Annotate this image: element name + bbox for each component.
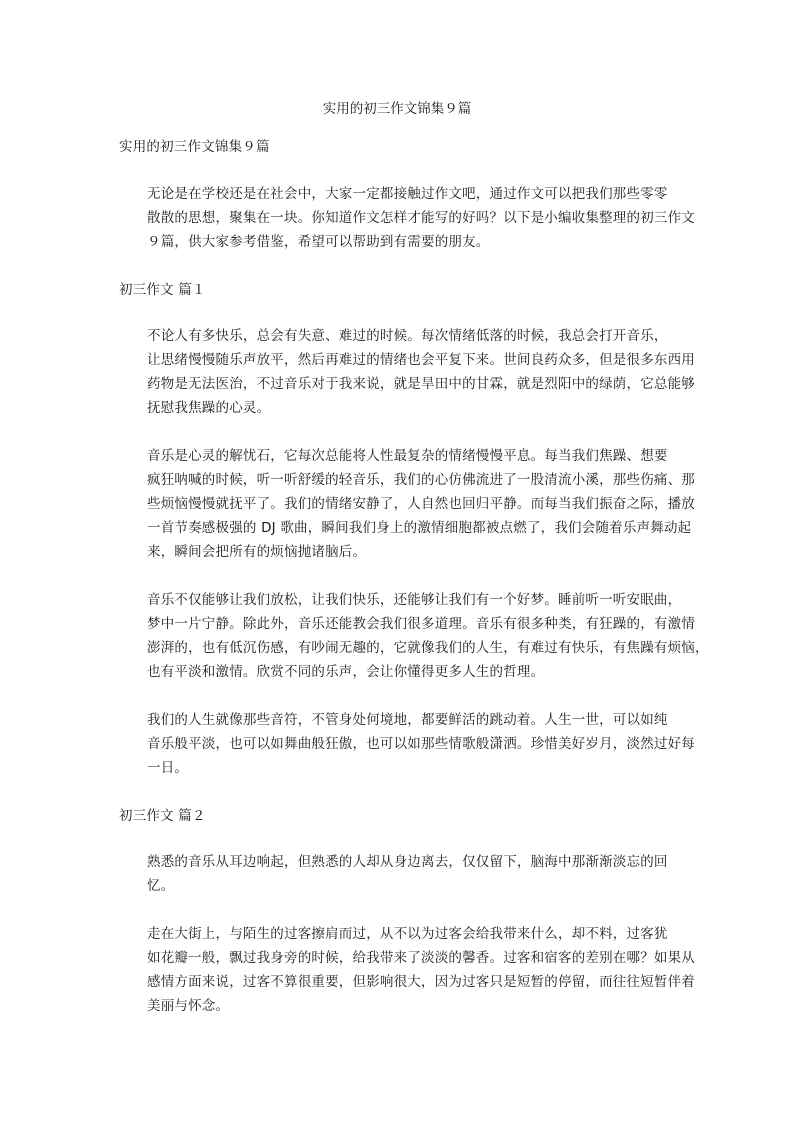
section2-paragraph-2 [119, 922, 695, 1018]
text-line: 让思绪慢慢随乐声放平，然后再难过的情绪也会平复下来。世间良药众多，但是很多东西用 [147, 352, 695, 368]
section-heading-2: 初三作文 篇２ [119, 808, 206, 824]
text-line: 来，瞬间会把所有的烦恼抛诸脑后。 [147, 544, 367, 560]
section1-paragraph-3 [119, 588, 709, 684]
text-line: 澎湃的，也有低沉伤感，有吵闹无趣的，它就像我们的人生，有难过有快乐，有焦躁有烦恼， [147, 640, 709, 656]
text-line: 梦中一片宁静。除此外，音乐还能教会我们很多道理。音乐有很多种类，有狂躁的，有激情 [147, 616, 695, 632]
text-line: 也有平淡和激情。欣赏不同的乐声，会让你懂得更多人生的哲理。 [147, 664, 545, 680]
text-line: 一日。 [147, 760, 189, 776]
text-line: 走在大街上，与陌生的过客擦肩而过，从不以为过客会给我带来什么，却不料，过客犹 [147, 926, 668, 942]
text-line: 感情方面来说，过客不算很重要，但影响很大，因为过客只是短暂的停留，而往往短暂伴着 [147, 974, 695, 990]
text-line: 无论是在学校还是在社会中，大家一定都接触过作文吧，通过作文可以把我们那些零零 [147, 186, 668, 202]
text-line: 忆。 [147, 878, 175, 894]
text-line: 散散的思想，聚集在一块。你知道作文怎样才能写的好吗？以下是小编收集整理的初三作文 [147, 210, 695, 226]
text-line: 些烦恼慢慢就抚平了。我们的情绪安静了，人自然也回归平静。而每当我们振奋之际，播放 [147, 496, 695, 512]
text-line: 疯狂呐喊的时候，听一听舒缓的轻音乐，我们的心仿佛流进了一股清流小溪，那些伤痛、那 [147, 472, 695, 488]
text-line: 音乐不仅能够让我们放松，让我们快乐，还能够让我们有一个好梦。睡前听一听安眠曲， [147, 592, 682, 608]
text-line: 一首节奏感极强的 DJ 歌曲，瞬间我们身上的激情细胞都被点燃了，我们会随着乐声舞动起 [147, 520, 692, 536]
text-line: 熟悉的音乐从耳边响起，但熟悉的人却从身边离去，仅仅留下，脑海中那渐渐淡忘的回 [147, 854, 668, 870]
text-line: 音乐是心灵的解忧石，它每次总能将人性最复杂的情绪慢慢平息。每当我们焦躁、想要 [147, 448, 668, 464]
section-heading-1: 初三作文 篇１ [119, 282, 206, 298]
text-line: 不论人有多快乐，总会有失意、难过的时候。每次情绪低落的时候，我总会打开音乐， [147, 328, 668, 344]
section1-paragraph-2 [119, 444, 695, 564]
document-subtitle: 实用的初三作文锦集９篇 [119, 139, 270, 155]
section1-paragraph-1 [119, 324, 695, 420]
text-line: 药物是无法医治，不过音乐对于我来说，就是旱田中的甘霖，就是烈阳中的绿荫，它总能够 [147, 376, 695, 392]
text-line: 音乐般平淡，也可以如舞曲般狂傲，也可以如那些情歌般潇洒。珍惜美好岁月，淡然过好每 [147, 736, 695, 752]
text-line: ９篇，供大家参考借鉴，希望可以帮助到有需要的朋友。 [147, 234, 490, 250]
section2-paragraph-1 [119, 850, 679, 898]
section1-paragraph-4 [119, 708, 695, 780]
text-line: 如花瓣一般，飘过我身旁的时候，给我带来了淡淡的馨香。过客和宿客的差别在哪？如果从 [147, 950, 695, 966]
text-line: 我们的人生就像那些音符，不管身处何境地，都要鲜活的跳动着。人生一世，可以如纯 [147, 712, 668, 728]
intro-paragraph [119, 182, 695, 254]
document-title: 实用的初三作文锦集９篇 [322, 101, 472, 117]
text-line: 抚慰我焦躁的心灵。 [147, 400, 271, 416]
text-line: 美丽与怀念。 [147, 998, 230, 1014]
